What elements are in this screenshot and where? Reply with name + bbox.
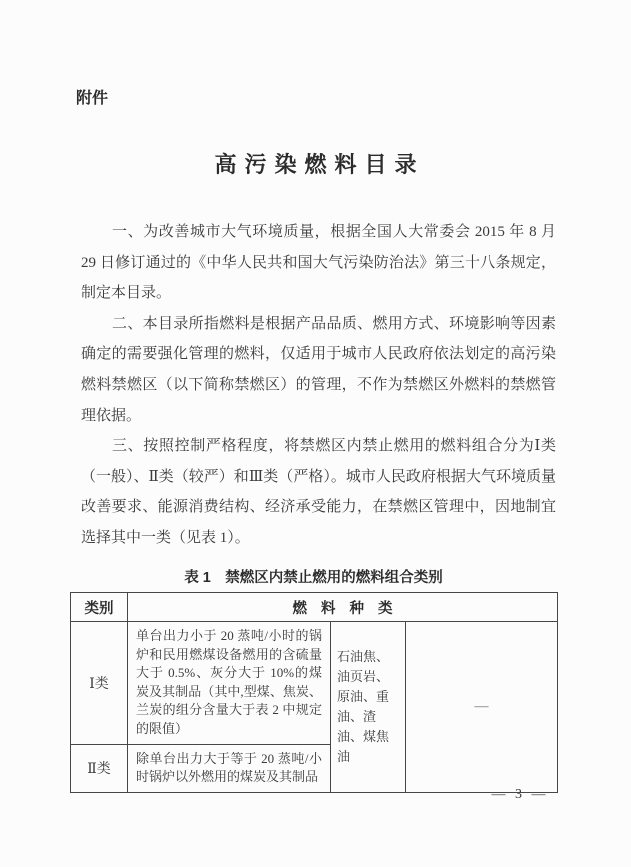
description-cell-class-1: 单台出力小于 20 蒸吨/小时的锅炉和民用燃煤设备燃用的含硫量大于 0.5%、灰分大于 10%的煤炭及其制品（其中,型煤、焦炭、兰炭的组分含量大于表 2 中规定的限值） [128,622,331,745]
category-cell-class-2: Ⅱ类 [71,744,128,792]
paragraph-1: 一、为改善城市大气环境质量，根据全国人大常委会 2015 年 8 月 29 日修订通过的《中华人民共和国大气污染防治法》第三十八条规定，制定本目录。 [81,224,556,302]
shared-placeholder-cell: — [406,622,558,793]
category-cell-class-1: Ⅰ类 [71,622,128,745]
paragraph-2: 二、本目录所指燃料是根据产品品质、燃用方式、环境影响等因素确定的需要强化管理的燃料，仅适用于城市人民政府依法划定的高污染燃料禁燃区（以下简称禁燃区）的管理，不作为禁燃区外燃料的禁燃管理依据。 [81,315,556,424]
description-cell-class-2: 除单台出力大于等于 20 蒸吨/小时锅炉以外燃用的煤炭及其制品 [128,744,331,792]
table-header-row [71,593,558,622]
attachment-label: 附件 [76,90,109,107]
header-cell-category: 类别 [71,593,128,622]
paragraph-3: 三、按照控制严格程度，将禁燃区内禁止燃用的燃料组合分为Ⅰ类（一般）、Ⅱ类（较严）和Ⅲ类（严格）。城市人民政府根据大气环境质量改善要求、能源消费结构、经济承受能力，在禁燃区管理中，因地制宜选择其中一类（见表 1）。 [81,438,556,546]
body-text [81,217,556,554]
header-cell-fuel-types: 燃料种类 [128,593,558,622]
page-number: — 3 — [491,787,549,802]
shared-fuel-oils-cell: 石油焦、油页岩、原油、重油、渣油、煤焦油 [331,622,406,793]
table-caption: 表 1 禁燃区内禁止燃用的燃料组合类别 [184,570,443,586]
fuel-category-table [70,592,558,793]
page-title: 高污染燃料目录 [214,152,425,177]
table-row [71,622,558,745]
